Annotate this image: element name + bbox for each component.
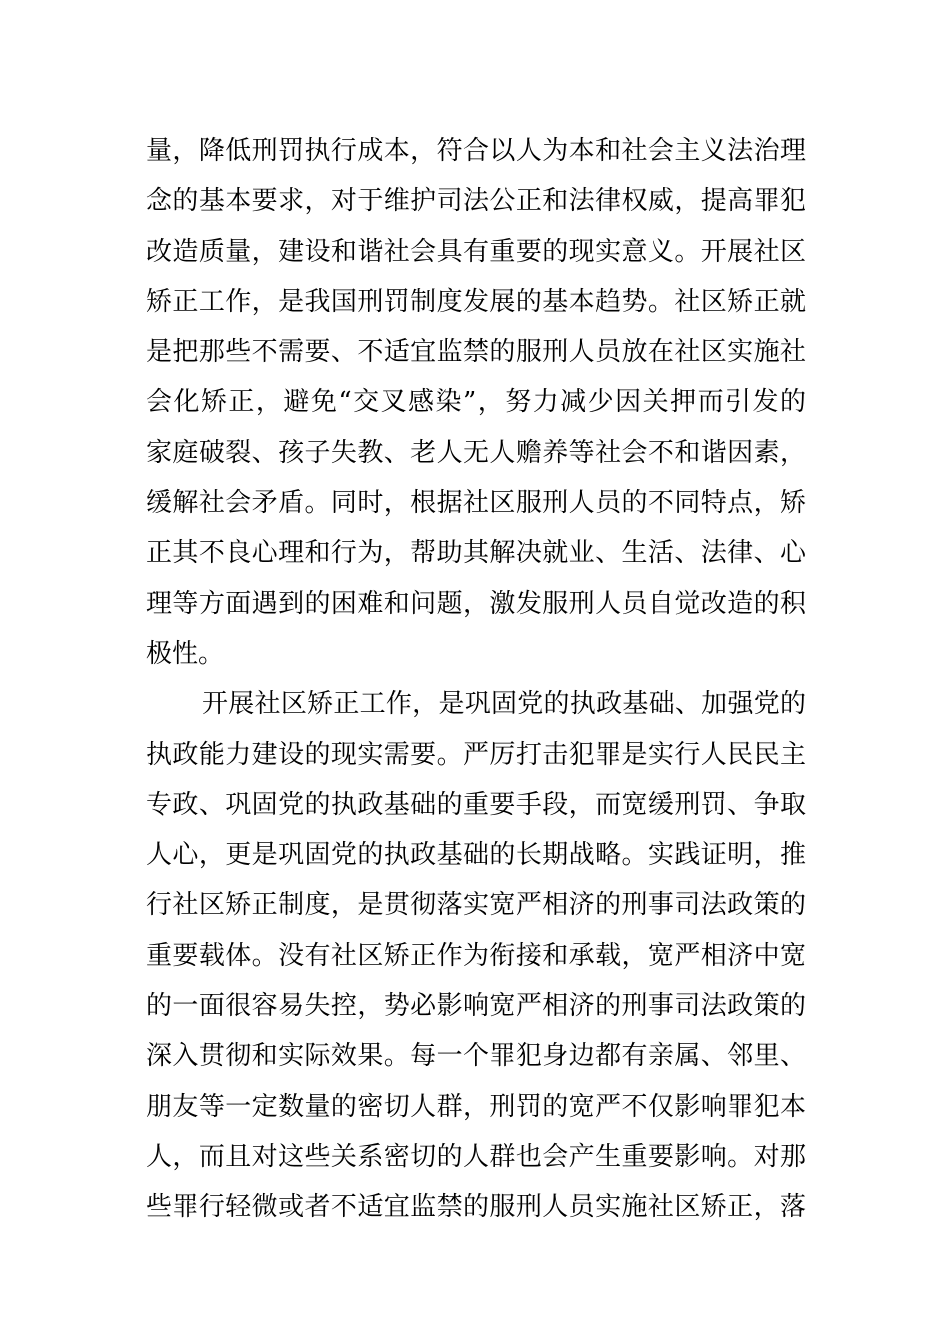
text-line: 专政、巩固党的执政基础的重要手段，而宽缓刑罚、争取	[146, 789, 806, 820]
paragraph-1	[146, 126, 806, 679]
text-line: 念的基本要求，对于维护司法公正和法律权威，提高罪犯	[146, 186, 806, 217]
text-line: 正其不良心理和行为，帮助其解决就业、生活、法律、心	[146, 538, 806, 569]
text-line: 朋友等一定数量的密切人群，刑罚的宽严不仅影响罪犯本	[146, 1091, 806, 1122]
text-line: 执政能力建设的现实需要。严厉打击犯罪是实行人民民主	[146, 739, 806, 770]
text-line: 深入贯彻和实际效果。每一个罪犯身边都有亲属、邻里、	[146, 1041, 806, 1072]
body-text	[146, 126, 806, 1233]
text-line: 人心，更是巩固党的执政基础的长期战略。实践证明，推	[146, 840, 806, 871]
text-line: 极性。	[146, 638, 225, 669]
text-line: 人，而且对这些关系密切的人群也会产生重要影响。对那	[146, 1141, 806, 1172]
text-line: 重要载体。没有社区矫正作为衔接和承载，宽严相济中宽	[146, 940, 806, 971]
paragraph-2	[146, 679, 806, 1232]
text-line: 缓解社会矛盾。同时，根据社区服刑人员的不同特点，矫	[146, 488, 806, 519]
text-line: 行社区矫正制度，是贯彻落实宽严相济的刑事司法政策的	[146, 890, 806, 921]
text-line: 开展社区矫正工作，是巩固党的执政基础、加强党的	[202, 689, 806, 720]
text-line: 矫正工作，是我国刑罚制度发展的基本趋势。社区矫正就	[146, 286, 806, 317]
text-line: 量，降低刑罚执行成本，符合以人为本和社会主义法治理	[146, 136, 806, 166]
text-line: 会化矫正，避免“交叉感染”，努力减少因关押而引发的	[146, 387, 806, 418]
text-line: 的一面很容易失控，势必影响宽严相济的刑事司法政策的	[146, 991, 806, 1022]
text-line: 改造质量，建设和谐社会具有重要的现实意义。开展社区	[146, 236, 806, 267]
text-line: 是把那些不需要、不适宜监禁的服刑人员放在社区实施社	[146, 337, 806, 368]
text-line: 些罪行轻微或者不适宜监禁的服刑人员实施社区矫正，落	[146, 1192, 806, 1223]
text-line: 家庭破裂、孩子失教、老人无人赡养等社会不和谐因素，	[146, 437, 806, 468]
text-line: 理等方面遇到的困难和问题，激发服刑人员自觉改造的积	[146, 588, 806, 619]
